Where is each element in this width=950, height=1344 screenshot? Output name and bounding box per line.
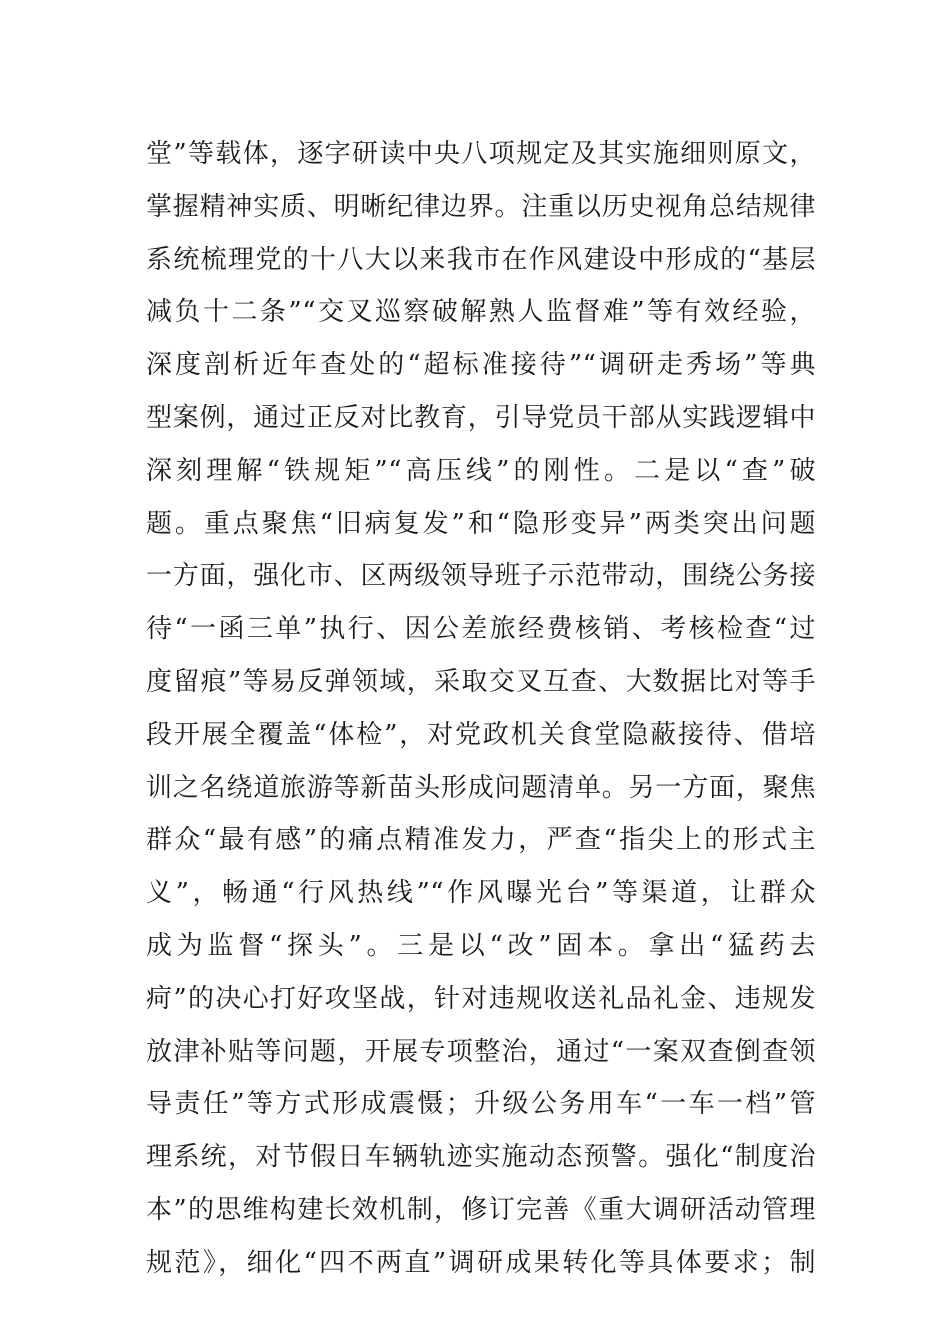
text-line: 系统梳理党的十八大以来我市在作风建设中形成的“基层 [146, 244, 816, 275]
text-line: 理系统，对节假日车辆轨迹实施动态预警。强化“制度治 [146, 1142, 816, 1173]
text-line: 型案例，通过正反对比教育，引导党员干部从实践逻辑中 [146, 402, 816, 433]
text-line: 一方面，强化市、区两级领导班子示范带动，围绕公务接 [146, 561, 816, 592]
text-line: 深刻理解“铁规矩”“高压线”的刚性。二是以“查”破 [146, 455, 816, 486]
text-line: 放津补贴等问题，开展专项整治，通过“一案双查倒查领 [146, 1036, 816, 1067]
text-line: 群众“最有感”的痛点精准发力，严查“指尖上的形式主 [146, 825, 816, 856]
text-line: 度留痕”等易反弹领域，采取交叉互查、大数据比对等手 [146, 666, 816, 697]
text-line: 题。重点聚焦“旧病复发”和“隐形变异”两类突出问题 [146, 508, 816, 539]
text-line: 训之名绕道旅游等新苗头形成问题清单。另一方面，聚焦 [146, 772, 816, 803]
text-line: 成为监督“探头”。三是以“改”固本。拿出“猛药去 [146, 930, 816, 961]
text-line: 堂”等载体，逐字研读中央八项规定及其实施细则原文， [146, 139, 816, 169]
text-line: 义”，畅通“行风热线”“作风曝光台”等渠道，让群众 [146, 878, 816, 909]
text-line: 段开展全覆盖“体检”，对党政机关食堂隐蔽接待、借培 [146, 719, 816, 750]
text-line: 减负十二条”“交叉巡察破解熟人监督难”等有效经验， [146, 297, 816, 328]
text-line: 掌握精神实质、明晰纪律边界。注重以历史视角总结规律 [146, 191, 816, 222]
text-line: 深度剖析近年查处的“超标准接待”“调研走秀场”等典 [146, 350, 816, 381]
text-line: 本”的思维构建长效机制，修订完善《重大调研活动管理 [146, 1194, 816, 1225]
text-line: 规范》，细化“四不两直”调研成果转化等具体要求；制 [146, 1247, 816, 1278]
text-line: 待“一函三单”执行、因公差旅经费核销、考核检查“过 [146, 614, 816, 645]
text-line: 疴”的决心打好攻坚战，针对违规收送礼品礼金、违规发 [146, 983, 816, 1014]
text-line: 导责任”等方式形成震慑；升级公务用车“一车一档”管 [146, 1089, 816, 1120]
body-paragraph [146, 128, 816, 1290]
